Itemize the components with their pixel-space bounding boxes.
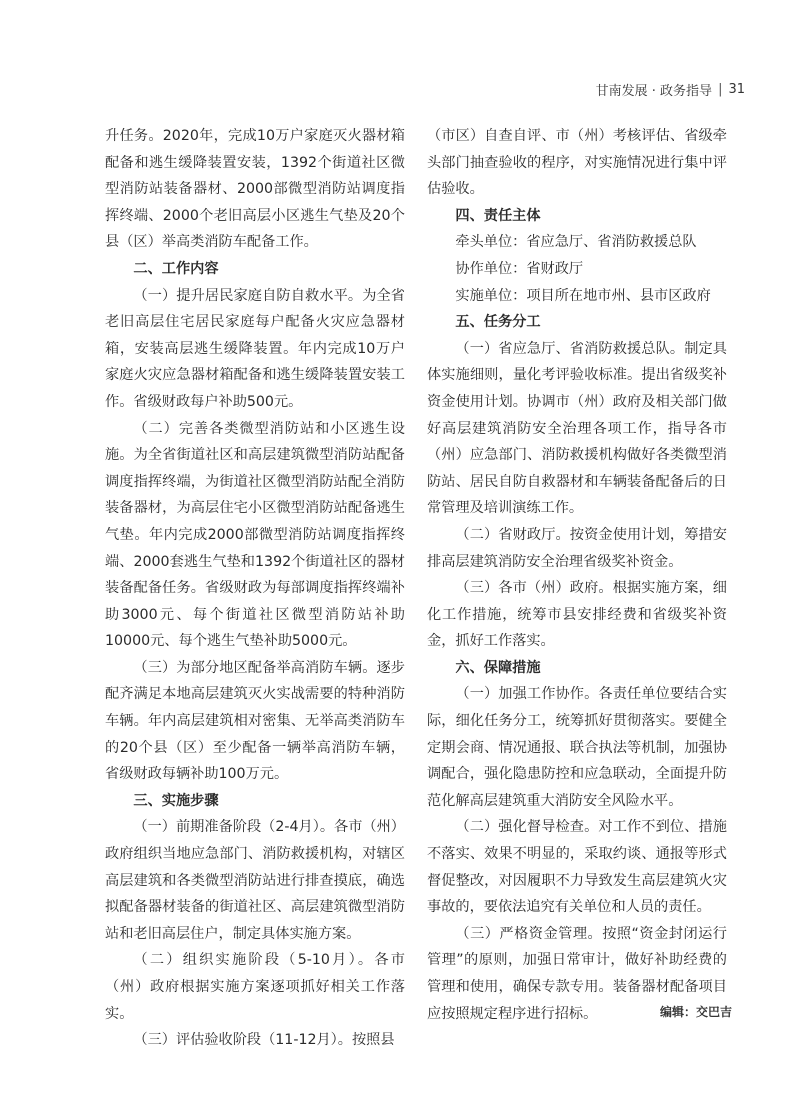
paragraph: 牵头单位：省应急厅、省消防救援总队 bbox=[455, 234, 697, 251]
paragraph: （一）省应急厅、省消防救援总队。制定具体实施细则，量化考评验收标准。提出省级奖补资金使用计划。协调市（州）政府及相关部门做好高层建筑消防安全治理各项工作，指导各市（州）应急部门、消防救援机构做好各类微型消防站、居民自防自救器材和车辆装备配备后的日常管理及培训演练工作。 bbox=[427, 340, 727, 517]
paragraph: （一）加强工作协作。各责任单位要结合实际，细化任务分工，统筹抓好贯彻落实。要健全定期会商、情况通报、联合执法等机制，加强协调配合，强化隐患防控和应急联动，全面提升防范化解高层建筑重大消防安全风险水平。 bbox=[427, 686, 727, 809]
section-heading: 三、实施步骤 bbox=[133, 792, 219, 809]
section-heading: 四、责任主体 bbox=[455, 207, 541, 224]
page-number: 31 bbox=[728, 82, 745, 97]
paragraph: （一）前期准备阶段（2-4月）。各市（州）政府组织当地应急部门、消防救援机构，对辖区高层建筑和各类微型消防站进行排查摸底，确选拟配备器材装备的街道社区、高层建筑微型消防站和老旧高层住户，制定具体实施方案。 bbox=[105, 819, 405, 942]
page-header bbox=[596, 80, 745, 99]
section-heading: 六、保障措施 bbox=[455, 659, 541, 676]
section-heading: 五、任务分工 bbox=[455, 314, 541, 331]
continued-paragraph: 升任务。2020年，完成10万户家庭灭火器材箱配备和逃生缓降装置安装，1392个街道社区微型消防站装备器材、2000部微型消防站调度指挥终端、2000个老旧高层小区逃生气垫及20个县（区）举高类消防车配备工作。 bbox=[105, 128, 405, 251]
paragraph: （二）强化督导检查。对工作不到位、措施不落实、效果不明显的，采取约谈、通报等形式督促整改，对因履职不力导致发生高层建筑火灾事故的，要依法追究有关单位和人员的责任。 bbox=[427, 819, 727, 916]
paragraph: （二）组织实施阶段（5-10月）。各市（州）政府根据实施方案逐项抓好相关工作落实。 bbox=[105, 952, 405, 1022]
header-separator: | bbox=[718, 82, 723, 97]
paragraph: 实施单位：项目所在地市州、县市区政府 bbox=[455, 287, 711, 304]
editor-credit: 编辑：交巴吉 bbox=[660, 1005, 733, 1019]
left-column bbox=[105, 123, 405, 1054]
paragraph: （三）为部分地区配备举高消防车辆。逐步配齐满足本地高层建筑灭火实战需要的特种消防车辆。年内高层建筑相对密集、无举高类消防车的20个县（区）至少配备一辆举高消防车辆，省级财政每辆补助100万元。 bbox=[105, 659, 405, 783]
right-column bbox=[427, 123, 727, 1027]
section-heading: 二、工作内容 bbox=[133, 260, 219, 277]
paragraph: 协作单位：省财政厅 bbox=[455, 260, 584, 277]
paragraph: （三）严格资金管理。按照“资金封闭运行管理”的原则，加强日常审计，做好补助经费的管理和使用，确保专款专用。装备器材配备项目应按照规定程序进行招标。 bbox=[427, 925, 727, 1022]
paragraph: （二）省财政厅。按资金使用计划，筹措安排高层建筑消防安全治理省级奖补资金。 bbox=[427, 526, 727, 570]
paragraph: （二）完善各类微型消防站和小区逃生设施。为全省街道社区和高层建筑微型消防站配备调度指挥终端，为街道社区微型消防站配全消防装备器材，为高层住宅小区微型消防站配备逃生气垫。年内完成2000部微型消防站调度指挥终端、2000套逃生气垫和1392个街道社区的器材装备配备任务。省级财政为每部调度指挥终端补助3000元、每个街道社区微型消防站补助10000元、每个逃生气垫补助5000元。 bbox=[105, 420, 405, 650]
header-title: 甘南发展 · 政务指导 bbox=[595, 84, 713, 99]
paragraph: （三）评估验收阶段（11-12月）。按照县 bbox=[133, 1032, 395, 1049]
paragraph: （一）提升居民家庭自防自救水平。为全省老旧高层住宅居民家庭每户配备火灾应急器材箱，安装高层逃生缓降装置。年内完成10万户家庭火灾应急器材箱配备和逃生缓降装置安装工作。省级财政每户补助500元。 bbox=[105, 287, 405, 410]
paragraph: （三）各市（州）政府。根据实施方案，细化工作措施，统筹市县安排经费和省级奖补资金，抓好工作落实。 bbox=[427, 580, 727, 650]
continued-paragraph: （市区）自查自评、市（州）考核评估、省级牵头部门抽查验收的程序，对实施情况进行集中评估验收。 bbox=[427, 128, 727, 198]
